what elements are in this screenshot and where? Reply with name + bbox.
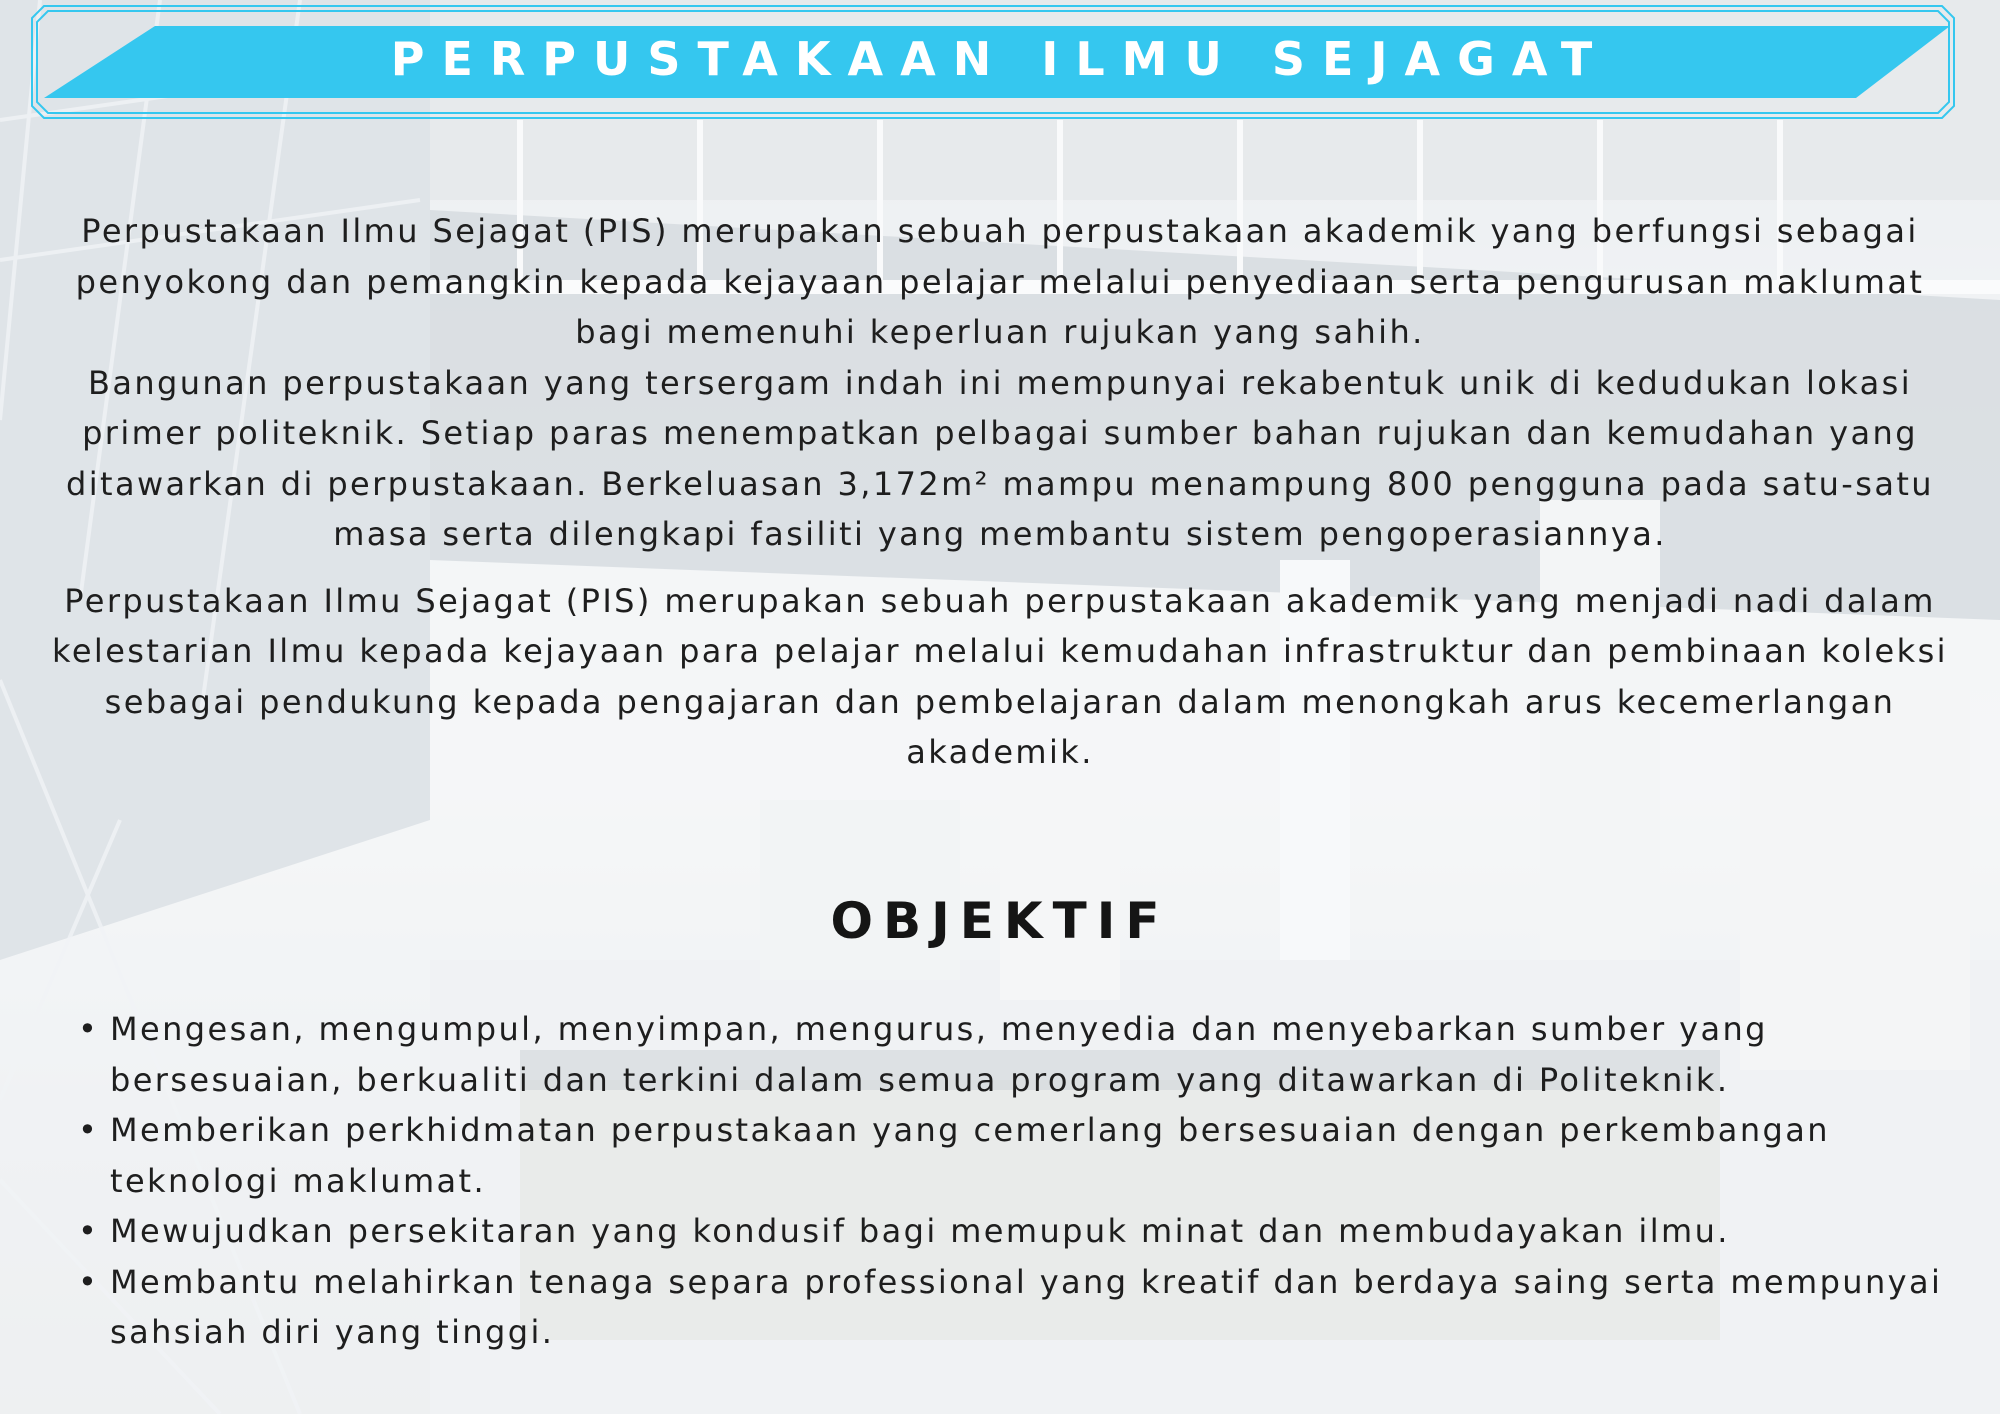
list-item [64,1004,1944,1105]
bullet-icon: • [78,1111,100,1149]
list-item-text: Membantu melahirkan tenaga separa professional yang kreatif dan berdaya saing serta mempunyai sahsiah diri yang tinggi. [110,1262,1943,1351]
list-item [64,1206,1944,1257]
intro-paragraph-1: Perpustakaan Ilmu Sejagat (PIS) merupakan sebuah perpustakaan akademik yang berfungsi sebagai penyokong dan pemangkin kepada kejayaan pelajar melalui penyediaan serta pengurusan maklumat bagi memenuhi keperluan rujukan yang sahih. [75,212,1925,351]
list-item [64,1105,1944,1206]
page-title: PERPUSTAKAAN ILMU SEJAGAT [390,32,1610,86]
objektif-heading: OBJEKTIF [830,892,1170,950]
intro-section [40,206,1960,778]
list-item-text: Memberikan perkhidmatan perpustakaan yang cemerlang bersesuaian dengan perkembangan teknologi maklumat. [110,1111,1830,1200]
intro-paragraph-3: Perpustakaan Ilmu Sejagat (PIS) merupakan sebuah perpustakaan akademik yang menjadi nadi dalam kelestarian Ilmu kepada kejayaan para pelajar melalui kemudahan infrastruktur dan pembinaan koleksi sebagai pendukung kepada pengajaran dan pembelajaran dalam menongkah arus kecemerlangan akademik. [52,581,1948,771]
intro-paragraph-2: Bangunan perpustakaan yang tersergam indah ini mempunyai rekabentuk unik di kedudukan lokasi primer politeknik. Setiap paras menempatkan pelbagai sumber bahan rujukan dan kemudahan yang ditawarkan di perpustakaan. Berkeluasan 3,172m² mampu menampung 800 pengguna pada satu-satu masa serta dilengkapi fasiliti yang membantu sistem pengoperasiannya. [66,363,1934,553]
list-item-text: Mewujudkan persekitaran yang kondusif bagi memupuk minat dan membudayakan ilmu. [110,1212,1730,1250]
bullet-icon: • [78,1212,100,1250]
list-item-text: Mengesan, mengumpul, menyimpan, mengurus, menyedia dan menyebarkan sumber yang bersesuaian, berkualiti dan terkini dalam semua program yang ditawarkan di Politeknik. [110,1010,1768,1099]
list-item [64,1257,1944,1358]
bullet-icon: • [78,1262,100,1301]
bullet-icon: • [78,1010,100,1048]
objektif-list [64,1004,1944,1358]
